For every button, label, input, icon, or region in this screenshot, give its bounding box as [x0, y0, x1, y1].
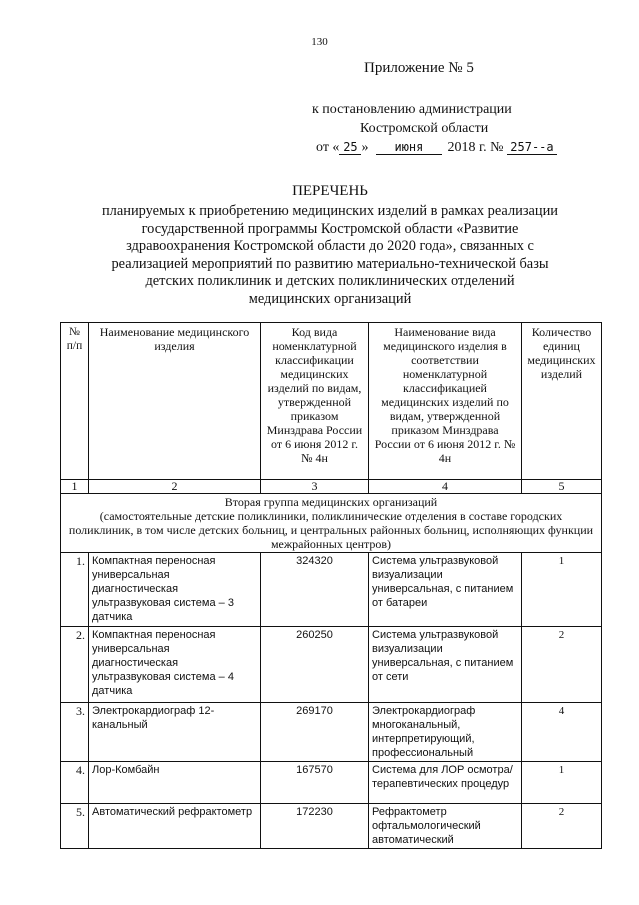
- group-title: Вторая группа медицинских организаций: [224, 495, 438, 509]
- decree-year: 2018 г. №: [447, 140, 504, 155]
- table-row: [61, 553, 602, 627]
- subtitle-line: государственной программы Костромской области «Развитие: [141, 220, 519, 237]
- table-header-row: [61, 323, 602, 480]
- subtitle-line: планируемых к приобретению медицинских изделий в рамках реализации: [101, 203, 559, 219]
- row-device-type: Электрокардиограф многоканальный, интерпретирующий, профессиональный: [369, 703, 522, 762]
- row-number: 5.: [61, 804, 89, 849]
- table-row: [61, 762, 602, 804]
- row-quantity: 4: [522, 703, 602, 762]
- table-row: [61, 703, 602, 762]
- group-row: [61, 494, 602, 553]
- decree-month: июня: [376, 140, 442, 155]
- group-description: (самостоятельные детские поликлиники, поликлинические отделения в составе городских поликлиник, в том числе детских больниц, и центральных районных больниц, исполняющих функции межрайонных центров): [68, 509, 594, 551]
- row-quantity: 2: [522, 804, 602, 849]
- column-number: 5: [522, 480, 602, 494]
- column-number-row: [61, 480, 602, 494]
- row-code: 269170: [261, 703, 369, 762]
- devices-table: [60, 322, 602, 849]
- column-number: 2: [89, 480, 261, 494]
- row-code: 172230: [261, 804, 369, 849]
- column-number: 4: [369, 480, 522, 494]
- row-device-name: Лор-Комбайн: [89, 762, 261, 804]
- decree-day: 25: [339, 140, 361, 155]
- row-device-name: Автоматический рефрактометр: [89, 804, 261, 849]
- row-quantity: 1: [522, 553, 602, 627]
- decree-day-suffix: »: [361, 140, 369, 155]
- subtitle-line: здравоохранения Костромской области до 2020 года», связанных с: [126, 238, 534, 255]
- row-quantity: 1: [522, 762, 602, 804]
- row-device-type: Система ультразвуковой визуализации универсальная, с питанием от сети: [369, 627, 522, 703]
- appendix-title: Приложение № 5: [364, 60, 474, 76]
- subtitle-line: реализацией мероприятий по развитию материально-технической базы: [111, 255, 549, 272]
- header-type: Наименование вида медицинского изделия в соответствии номенклатурной классификацией медицинских изделий по видам, утвержденной приказом Минздрава России от 6 июня 2012 г. № 4н: [369, 323, 522, 480]
- header-quantity: Количество единиц медицинских изделий: [522, 323, 602, 480]
- subtitle-line: медицинских организаций: [248, 290, 412, 307]
- row-device-type: Рефрактометр офтальмологический автоматический: [369, 804, 522, 849]
- decree-line-2: Костромской области: [360, 121, 489, 136]
- decree-from-prefix: от «: [316, 140, 340, 155]
- header-code: Код вида номенклатурной классификации медицинских изделий по видам, утвержденной приказом Минздрава России от 6 июня 2012 г. № 4н: [261, 323, 369, 480]
- table-row: [61, 804, 602, 849]
- row-device-name: Компактная переносная универсальная диагностическая ультразвуковая система – 3 датчика: [89, 553, 261, 627]
- header-name: Наименование медицинского изделия: [89, 323, 261, 480]
- row-device-name: Электрокардиограф 12-канальный: [89, 703, 261, 762]
- row-quantity: 2: [522, 627, 602, 703]
- table-row: [61, 627, 602, 703]
- page-number: 130: [311, 36, 328, 48]
- row-code: 167570: [261, 762, 369, 804]
- decree-date-line: [316, 140, 557, 156]
- row-code: 260250: [261, 627, 369, 703]
- decree-line-1: к постановлению администрации: [312, 102, 512, 117]
- row-number: 1.: [61, 553, 89, 627]
- list-title: ПЕРЕЧЕНЬ: [292, 183, 368, 199]
- row-number: 4.: [61, 762, 89, 804]
- row-device-type: Система ультразвуковой визуализации универсальная, с питанием от батареи: [369, 553, 522, 627]
- row-number: 2.: [61, 627, 89, 703]
- row-device-type: Система для ЛОР осмотра/терапевтических процедур: [369, 762, 522, 804]
- row-code: 324320: [261, 553, 369, 627]
- row-number: 3.: [61, 703, 89, 762]
- list-subtitle: [60, 203, 600, 309]
- group-cell: [61, 494, 602, 553]
- row-device-name: Компактная переносная универсальная диагностическая ультразвуковая система – 4 датчика: [89, 627, 261, 703]
- column-number: 1: [61, 480, 89, 494]
- decree-number: 257--а: [507, 140, 557, 155]
- header-number: № п/п: [61, 323, 89, 480]
- column-number: 3: [261, 480, 369, 494]
- subtitle-line: детских поликлиник и детских поликлинических отделений: [145, 273, 515, 290]
